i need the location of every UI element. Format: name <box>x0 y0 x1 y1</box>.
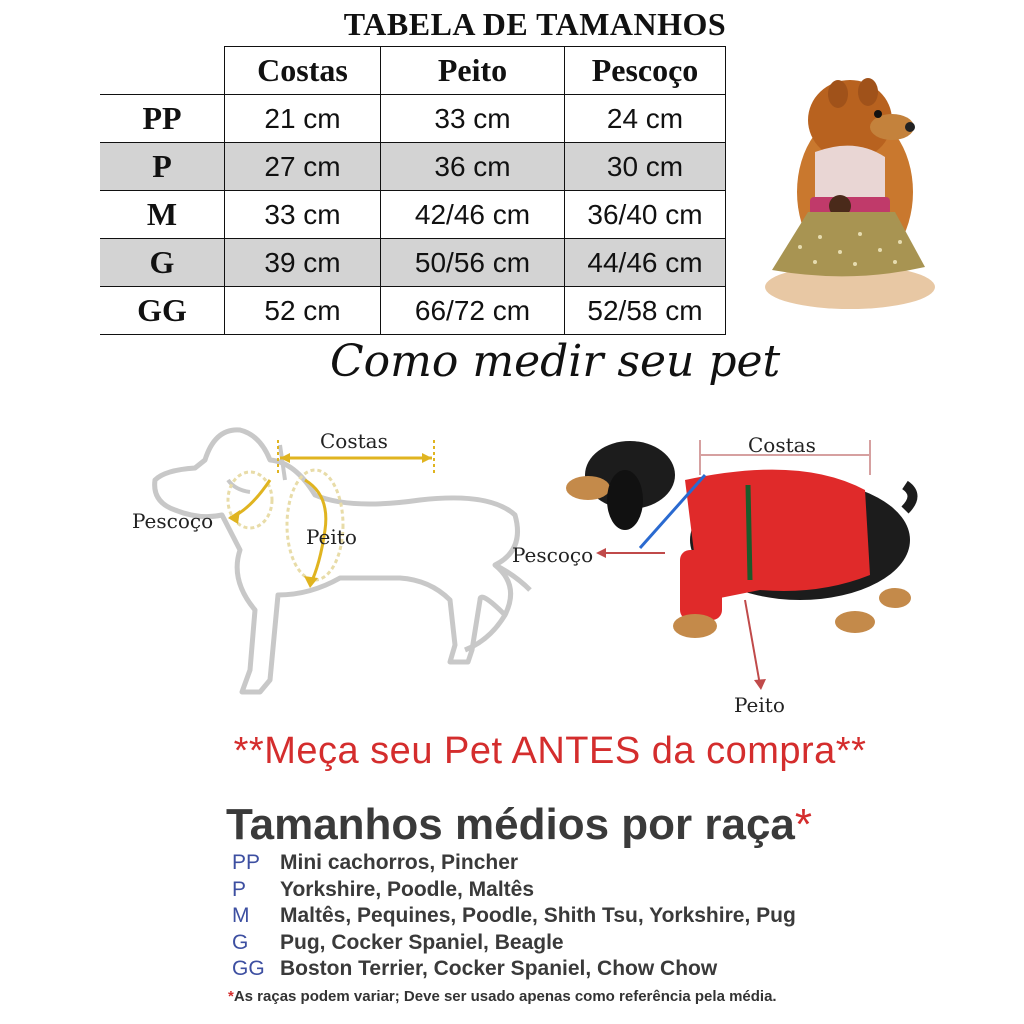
measurement-diagram <box>120 400 980 730</box>
breed-size-code: G <box>232 930 249 954</box>
size-label: G <box>100 239 225 287</box>
breed-names: Boston Terrier, Cocker Spaniel, Chow Chow <box>280 957 718 981</box>
costas-value: 27 cm <box>225 143 381 191</box>
right-costas-label: Costas <box>748 433 816 457</box>
list-item <box>232 956 796 983</box>
left-costas-label: Costas <box>320 429 388 453</box>
breed-names: Yorkshire, Poodle, Maltês <box>280 877 535 901</box>
size-label: GG <box>100 287 225 335</box>
outline-dog-illustration <box>155 430 530 692</box>
header-pescoco: Pescoço <box>565 47 726 95</box>
list-item <box>232 850 796 877</box>
note-asterisk: * <box>228 988 234 1005</box>
size-label: M <box>100 191 225 239</box>
breed-sizes-asterisk: * <box>794 800 813 849</box>
header-costas: Costas <box>225 47 381 95</box>
header-blank-cell <box>100 47 225 95</box>
breed-names: Mini cachorros, Pincher <box>280 851 519 875</box>
how-to-measure-title: Como medir seu pet <box>330 336 781 387</box>
header-peito: Peito <box>381 47 565 95</box>
peito-value: 50/56 cm <box>381 239 565 287</box>
right-pescoco-label: Pescoço <box>512 543 594 567</box>
left-peito-label: Peito <box>306 525 357 549</box>
breed-names: Maltês, Pequines, Poodle, Shith Tsu, Yorkshire, Pug <box>280 904 796 928</box>
size-table-header-row <box>100 47 726 95</box>
measure-warning: **Meça seu Pet ANTES da compra** <box>233 730 867 772</box>
size-label: P <box>100 143 225 191</box>
dachshund-hoodie-photo <box>566 441 913 638</box>
note-text: As raças podem variar; Deve ser usado apenas como referência pela média. <box>233 988 777 1005</box>
peito-value: 33 cm <box>381 95 565 143</box>
table-row <box>100 95 726 143</box>
costas-value: 39 cm <box>225 239 381 287</box>
costas-value: 33 cm <box>225 191 381 239</box>
breed-size-code: PP <box>232 851 261 875</box>
breed-names: Pug, Cocker Spaniel, Beagle <box>280 930 564 954</box>
costas-value: 21 cm <box>225 95 381 143</box>
table-row <box>100 191 726 239</box>
breed-list <box>232 850 796 983</box>
pescoco-value: 36/40 cm <box>565 191 726 239</box>
table-row <box>100 287 726 335</box>
pomeranian-dress-photo <box>760 72 940 312</box>
size-table-title: TABELA DE TAMANHOS <box>343 6 727 42</box>
size-label: PP <box>100 95 225 143</box>
list-item <box>232 877 796 904</box>
breed-size-code: GG <box>232 957 265 981</box>
breed-size-code: M <box>232 904 250 928</box>
peito-value: 36 cm <box>381 143 565 191</box>
costas-value: 52 cm <box>225 287 381 335</box>
size-table <box>100 46 726 335</box>
table-row <box>100 143 726 191</box>
breed-sizes-title <box>226 800 812 850</box>
left-pescoco-label: Pescoço <box>132 509 214 533</box>
list-item <box>232 930 796 957</box>
pescoco-value: 24 cm <box>565 95 726 143</box>
table-row <box>100 239 726 287</box>
breed-note <box>228 988 777 1005</box>
pescoco-value: 30 cm <box>565 143 726 191</box>
breed-size-code: P <box>232 877 247 901</box>
breed-sizes-title-text: Tamanhos médios por raça <box>226 800 795 849</box>
pescoco-value: 52/58 cm <box>565 287 726 335</box>
right-peito-label: Peito <box>734 693 785 717</box>
peito-value: 42/46 cm <box>381 191 565 239</box>
list-item <box>232 903 796 930</box>
pescoco-value: 44/46 cm <box>565 239 726 287</box>
peito-value: 66/72 cm <box>381 287 565 335</box>
